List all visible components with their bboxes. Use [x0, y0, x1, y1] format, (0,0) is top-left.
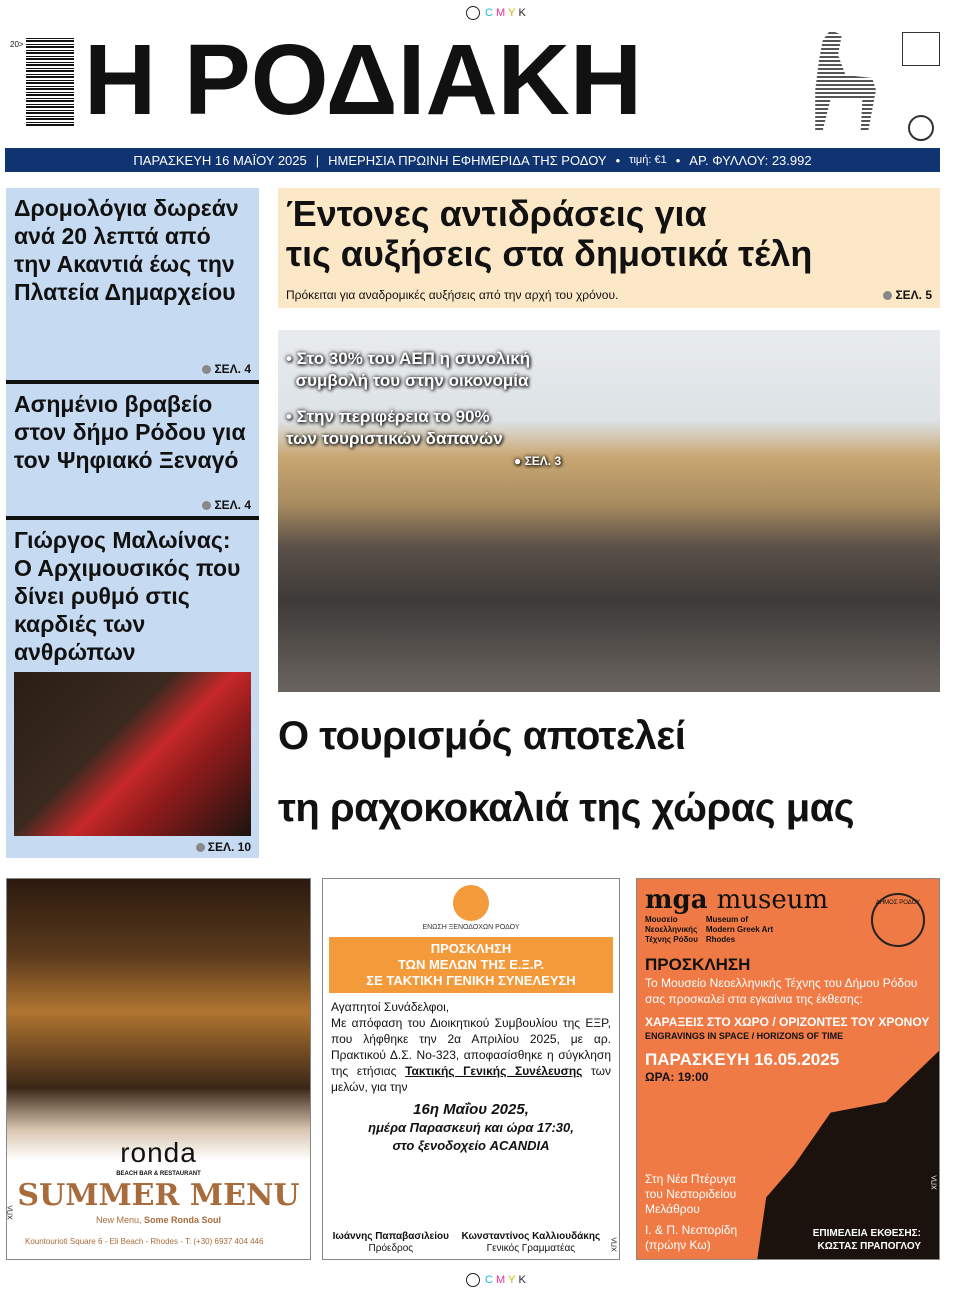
conductor-photo [14, 672, 251, 836]
colossus-logo-icon [453, 885, 489, 921]
story-headline[interactable]: Δρομολόγια δωρεάν ανά 20 λεπτά από την Ακαντιά έως την Πλατεία Δημαρχείου [14, 195, 239, 305]
price: τιμή: €1 [629, 154, 667, 166]
registration-mark-top: C M Y K [466, 6, 526, 20]
price-code: 20> [10, 40, 24, 49]
story-headline[interactable]: Γιώργος Μαλωίνας: Ο Αρχιμουσικός που δίνει ρυθμό στις καρδιές των ανθρώπων [14, 527, 241, 665]
ad-body: Αγαπητοί Συνάδελφοι, Με απόφαση του Διοικητικού Συμβουλίου της ΕΞΡ, που λήφθηκε την 2α Απριλίου 2025, με αρ. Πρακτικού Δ.Σ. Νο-323, αποφασίσθηκε η σύγκληση της ετήσιας Τακτικής Γενικής Συνέλευσης των μελών, για την [331, 1000, 611, 1094]
barcode [26, 36, 74, 126]
ad-hoteliers[interactable]: ΕΝΩΣΗ ΞΕΝΟΔΟΧΩΝ ΡΟΔΟΥ ΠΡΟΣΚΛΗΣΗ ΤΩΝ ΜΕΛΩΝ ΤΗΣ Ε.Ξ.Ρ. ΣΕ ΤΑΚΤΙΚΗ ΓΕΝΙΚΗ ΣΥΝΕΛΕΥΣΗ Αγαπητοί Συνάδελφοι, Με απόφαση του Διοικητικού Συμβουλίου της ΕΞΡ, που λήφθηκε την 2α Απριλίου 2025, με αρ. Πρακτικού Δ.Σ. Νο-323, αποφασίσθηκε η σύγκληση της ετήσιας Τακτικής Γενικής Συνέλευσης των μελών, για την 16η Μαΐου 2025, ημέρα Παρασκευή και ώρα 17:30, στο ξενοδοχείο ACANDIA Ιωάννης Παπαβασιλείου Πρόεδρος Κωνσταντίνος Καλλιουδάκης Γενικός Γραμματέας ΧΠΛ [322, 878, 620, 1260]
bullet-2: • Στην περιφέρεια το 90% των τουριστικών δαπανών [286, 407, 503, 448]
elta-seal-icon [908, 115, 934, 141]
tagline: ΗΜΕΡΗΣΙΑ ΠΡΩΙΝΗ ΕΦΗΜΕΡΙΔΑ ΤΗΣ ΡΟΔΟΥ [328, 152, 607, 168]
page-ref: ΣΕΛ. 4 [202, 498, 251, 512]
left-column [6, 188, 259, 858]
ad-ronda[interactable]: ronda BEACH BAR & RESTAURANT SUMMER MENU New Menu, Some Ronda Soul Kountourioti Square 6 - Eli Beach - Rhodes - T: (+30) 6937 404 446 ΧΠΛ [6, 878, 311, 1260]
rhodes-seal-icon: ΔΗΜΟΣ ΡΟΔΟΥ [871, 893, 925, 947]
registration-mark-bottom: C M Y K [466, 1273, 526, 1287]
lead-headline[interactable]: Ο τουρισμός αποτελεί τη ραχοκοκαλιά της χώρας μας [278, 714, 855, 830]
story-headline[interactable]: Ασημένιο βραβείο στον δήμο Ρόδου για τον Ψηφιακό Ξεναγό [14, 391, 246, 473]
ad-address: Kountourioti Square 6 - Eli Beach - Rhodes - T: (+30) 6937 404 446 [25, 1237, 264, 1246]
ronda-logo: ronda [120, 1137, 197, 1168]
bullet-1: • Στο 30% του ΑΕΠ η συνολική συμβολή του στην οικονομία [286, 349, 531, 390]
crosshair-icon [466, 1273, 480, 1287]
top-story-headline: Έντονες αντιδράσεις για τις αυξήσεις στα δημοτικά τέλη [286, 193, 813, 274]
top-story[interactable] [278, 188, 940, 308]
ad-title: SUMMER MENU [17, 1178, 300, 1213]
postage-box [902, 32, 940, 66]
info-bar: ΠΑΡΑΣΚΕΥΗ 16 ΜΑΪΟΥ 2025 | ΗΜΕΡΗΣΙΑ ΠΡΩΙΝΗ ΕΦΗΜΕΡΙΔΑ ΤΗΣ ΡΟΔΟΥ • τιμή: €1 • ΑΡ. ΦΥΛΛΟΥ: 23.992 [5, 148, 940, 172]
page-ref: ΣΕΛ. 10 [196, 840, 251, 854]
page-ref: ● ΣΕΛ. 3 [514, 454, 562, 468]
issue-number: ΑΡ. ΦΥΛΛΟΥ: 23.992 [689, 152, 812, 168]
lead-photo-tourists [278, 330, 940, 692]
crosshair-icon [466, 6, 480, 20]
page-ref: ΣΕΛ. 5 [883, 288, 932, 302]
ad-mga-museum[interactable]: ΔΗΜΟΣ ΡΟΔΟΥ mga museum Μουσείο Νεοελληνικής Τέχνης Ρόδου Museum of Modern Greek Art Rhodes ΠΡΟΣΚΛΗΣΗ Το Μουσείο Νεοελληνικής Τέχνης του Δήμου Ρόδου σας προσκαλεί στα εγκαίνια της έκθεσης: ΧΑΡΑΞΕΙΣ ΣΤΟ ΧΩΡΟ / ΟΡΙΖΟΝΤΕΣ ΤΟΥ ΧΡΟΝΟΥ ENGRAVINGS IN SPACE / HORIZONS OF TIME ΠΑΡΑΣΚΕΥΗ 16.05.2025 ΩΡΑ: 19:00 Στη Νέα Πτέρυγα του Νεστοριδείου Μελάθρου Ι. & Π. Νεστορίδη (πρώην Κω) ΕΠΙΜΕΛΕΙΑ ΕΚΘΕΣΗΣ: ΚΩΣΤΑΣ ΠΡΑΠΟΓΛΟΥ ΧΠΛ [636, 878, 940, 1260]
deer-logo-icon [800, 30, 876, 130]
mga-logo: mga museum [645, 885, 829, 915]
date: ΠΑΡΑΣΚΕΥΗ 16 ΜΑΪΟΥ 2025 [133, 152, 307, 168]
ad-banner: ΠΡΟΣΚΛΗΣΗ ΤΩΝ ΜΕΛΩΝ ΤΗΣ Ε.Ξ.Ρ. ΣΕ ΤΑΚΤΙΚΗ ΓΕΝΙΚΗ ΣΥΝΕΛΕΥΣΗ [329, 937, 613, 993]
top-story-subtitle: Πρόκειται για αναδρομικές αυξήσεις από την αρχή του χρόνου. [286, 288, 619, 302]
page-ref: ΣΕΛ. 4 [202, 362, 251, 376]
masthead-title: Η ΡΟΔΙΑΚΗ [84, 24, 643, 136]
